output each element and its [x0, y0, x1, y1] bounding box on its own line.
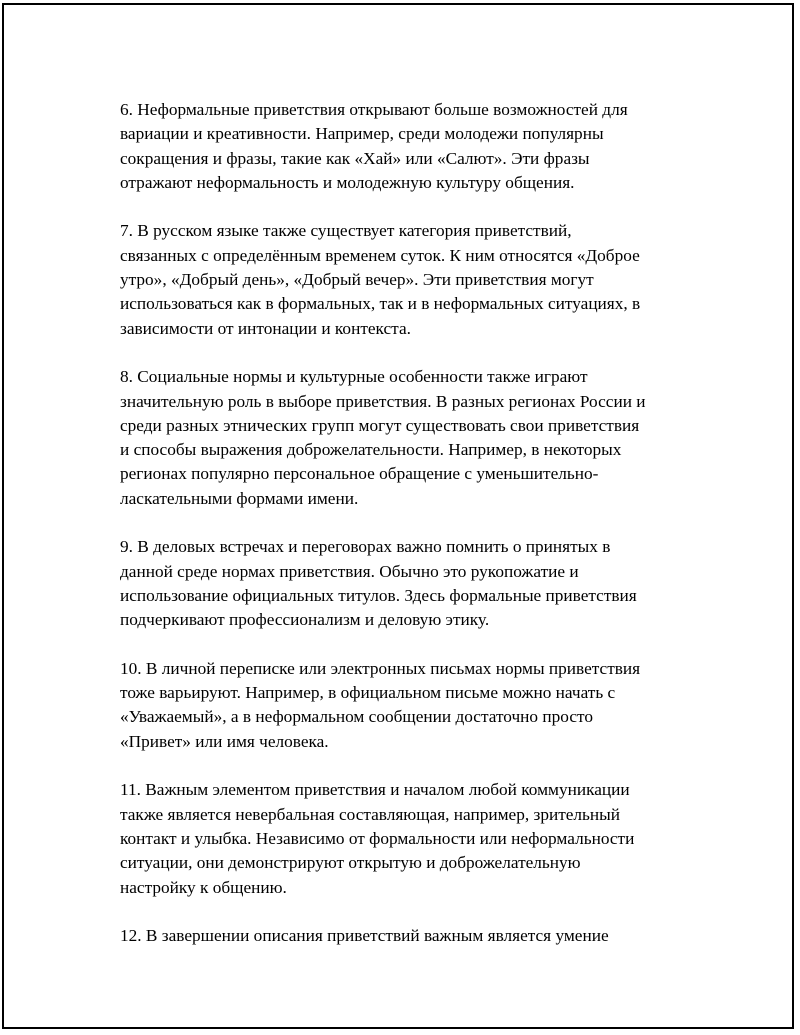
paragraph-8	[120, 365, 690, 511]
text-line: использоваться как в формальных, так и в неформальных ситуациях, в	[120, 294, 641, 314]
text-line: использование официальных титулов. Здесь формальные приветствия	[120, 585, 637, 605]
text-line: контакт и улыбка. Независимо от формальности или неформальности	[120, 828, 635, 848]
text-line: отражают неформальность и молодежную культуру общения.	[120, 172, 575, 192]
text-line: 9. В деловых встречах и переговорах важно помнить о принятых в	[120, 537, 611, 557]
text-line: утро», «Добрый день», «Добрый вечер». Эти приветствия могут	[120, 270, 594, 290]
text-line: 10. В личной переписке или электронных письмах нормы приветствия	[120, 658, 641, 678]
text-line: значительную роль в выборе приветствия. В разных регионах России и	[120, 391, 646, 411]
text-line: вариации и креативности. Например, среди молодежи популярны	[120, 124, 604, 144]
text-line: ласкательными формами имени.	[120, 488, 359, 508]
text-line: также является невербальная составляющая, например, зрительный	[120, 804, 621, 824]
paragraph-10	[120, 657, 690, 754]
text-line: тоже варьируют. Например, в официальном письме можно начать с	[120, 683, 616, 703]
text-line: регионах популярно персональное обращение с уменьшительно-	[120, 464, 599, 484]
text-line: 7. В русском языке также существует категория приветствий,	[120, 221, 572, 241]
text-line: данной среде нормах приветствия. Обычно это рукопожатие и	[120, 561, 579, 581]
text-line: 6. Неформальные приветствия открывают больше возможностей для	[120, 100, 628, 119]
text-line: ситуации, они демонстрируют открытую и доброжелательную	[120, 853, 581, 873]
paragraph-7	[120, 219, 690, 340]
text-line: 12. В завершении описания приветствий важным является умение	[120, 926, 609, 946]
text-line: 11. Важным элементом приветствия и началом любой коммуникации	[120, 780, 630, 800]
text-line: подчеркивают профессионализм и деловую этику.	[120, 610, 490, 630]
paragraph-11	[120, 778, 690, 899]
text-line: связанных с определённым временем суток. К ним относятся «Доброе	[120, 245, 640, 265]
document-body	[120, 98, 690, 973]
text-line: сокращения и фразы, такие как «Хай» или «Салют». Эти фразы	[120, 148, 590, 168]
text-line: настройку к общению.	[120, 877, 287, 897]
text-line: зависимости от интонации и контекста.	[120, 318, 411, 338]
paragraph-6	[120, 98, 690, 195]
text-line: 8. Социальные нормы и культурные особенности также играют	[120, 367, 588, 387]
text-line: среди разных этнических групп могут существовать свои приветствия	[120, 415, 640, 435]
text-line: «Уважаемый», а в неформальном сообщении достаточно просто	[120, 707, 593, 727]
page-frame	[2, 3, 794, 1029]
text-line: «Привет» или имя человека.	[120, 731, 329, 751]
paragraph-12	[120, 924, 690, 948]
paragraph-9	[120, 535, 690, 632]
text-line: и способы выражения доброжелательности. Например, в некоторых	[120, 440, 622, 460]
